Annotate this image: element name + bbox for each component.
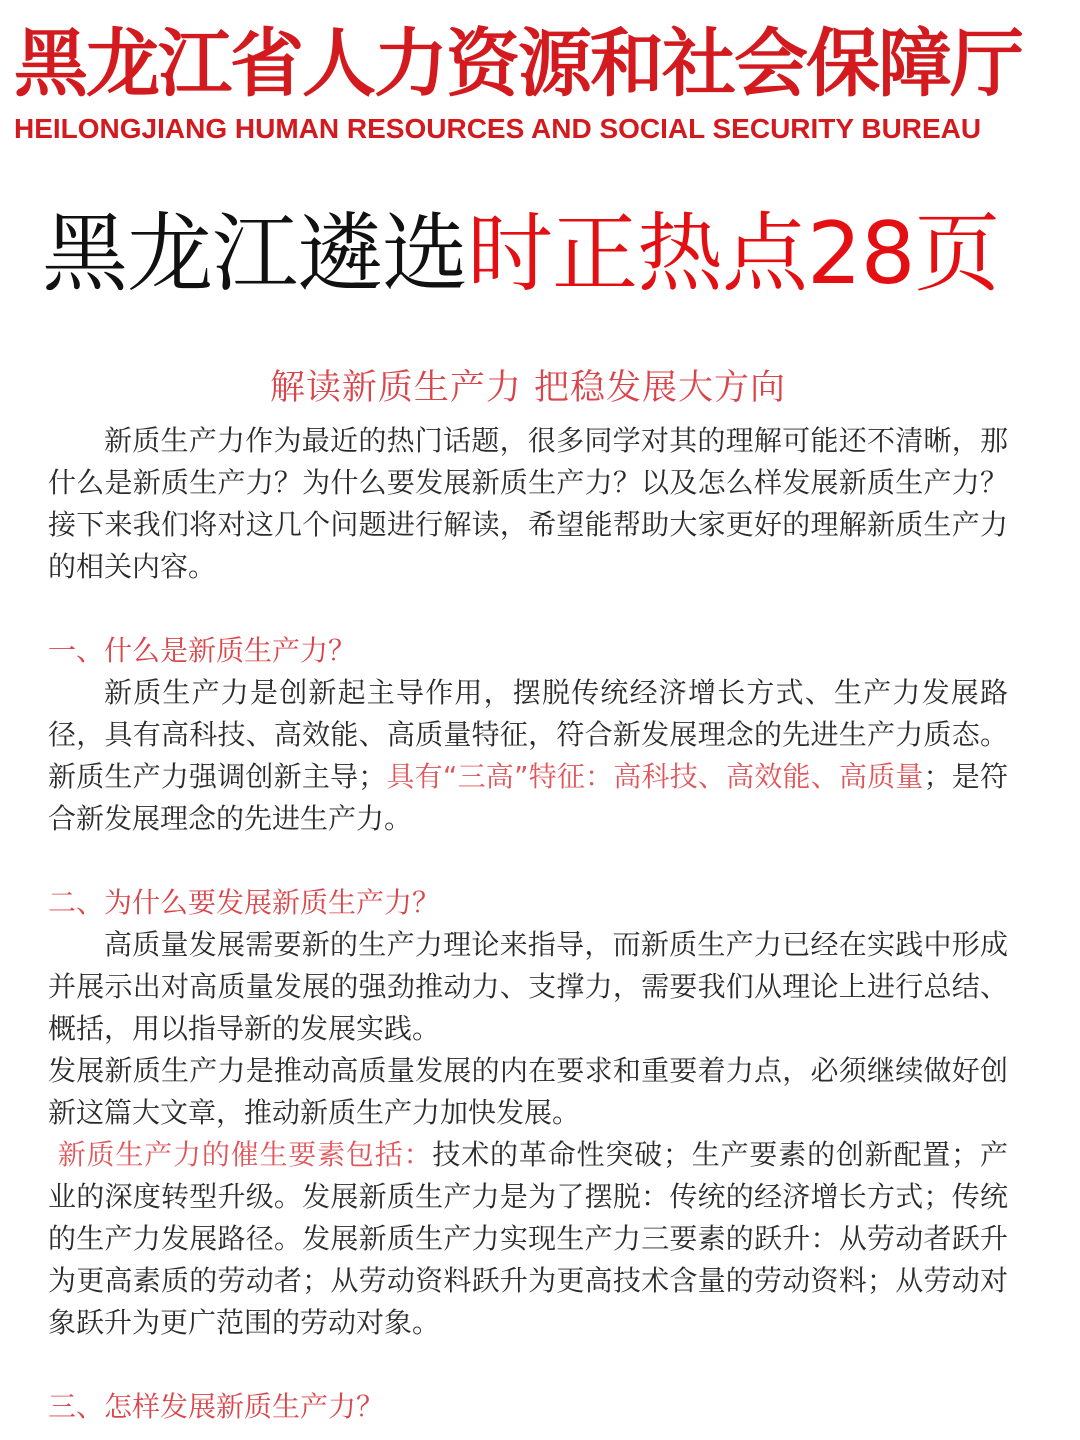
section-1-paragraph [48,672,1008,840]
section-3-heading: 三、怎样发展新质生产力？ [48,1390,385,1423]
header [14,22,1074,146]
bureau-name-en: HEILONGJIANG HUMAN RESOURCES AND SOCIAL SECURITY BUREAU [14,113,982,144]
section-1-text-b: ；是符合新发展理念的先进生产力。 [48,760,1008,835]
section-2-highlight: 新质生产力的催生要素包括： [57,1138,433,1171]
section-1-text-a: 新质生产力是创新起主导作用，摆脱传统经济增长方式、生产力发展路径，具有高科技、高效能、高质量特征，符合新发展理念的先进生产力质态。新质生产力强调创新主导； [48,676,1008,793]
section-2-heading: 二、为什么要发展新质生产力？ [48,886,441,919]
section-1-heading: 一、什么是新质生产力？ [48,634,357,667]
banner-title-black: 黑龙江遴选 [42,204,467,304]
section-2-paragraph-2: 发展新质生产力是推动高质量发展的内在要求和重要着力点，必须继续做好创新这篇大文章，推动新质生产力加快发展。 [48,1054,1008,1129]
article [48,362,1008,1428]
section-2-text: 技术的革命性突破；生产要素的创新配置；产业的深度转型升级。发展新质生产力是为了摆脱：传统的经济增长方式；传统的生产力发展路径。发展新质生产力实现生产力三要素的跃升：从劳动者跃升为更高素质的劳动者；从劳动资料跃升为更高技术含量的劳动资料；从劳动对象跃升为更广范围的劳动对象。 [48,1138,1008,1339]
spacer [48,1344,1008,1386]
banner-title [42,198,1062,310]
section-2-paragraph-3 [48,1134,1008,1344]
bureau-name-cn: 黑龙江省人力资源和社会保障厅 [14,21,1022,107]
article-title: 解读新质生产力 把稳发展大方向 [269,368,787,408]
spacer [48,588,1008,630]
section-2-paragraph-1: 高质量发展需要新的生产力理论来指导，而新质生产力已经在实践中形成并展示出对高质量发展的强劲推动力、支撑力，需要我们从理论上进行总结、概括，用以指导新的发展实践。 [48,928,1008,1045]
banner-title-red: 时正热点28页 [467,204,1000,304]
spacer [48,840,1008,882]
intro-paragraph: 新质生产力作为最近的热门话题，很多同学对其的理解可能还不清晰，那什么是新质生产力？为什么要发展新质生产力？以及怎么样发展新质生产力？接下来我们将对这几个问题进行解读，希望能帮助大家更好的理解新质生产力的相关内容。 [48,424,1008,583]
section-1-highlight: 具有“三高”特征：高科技、高效能、高质量 [386,760,924,793]
